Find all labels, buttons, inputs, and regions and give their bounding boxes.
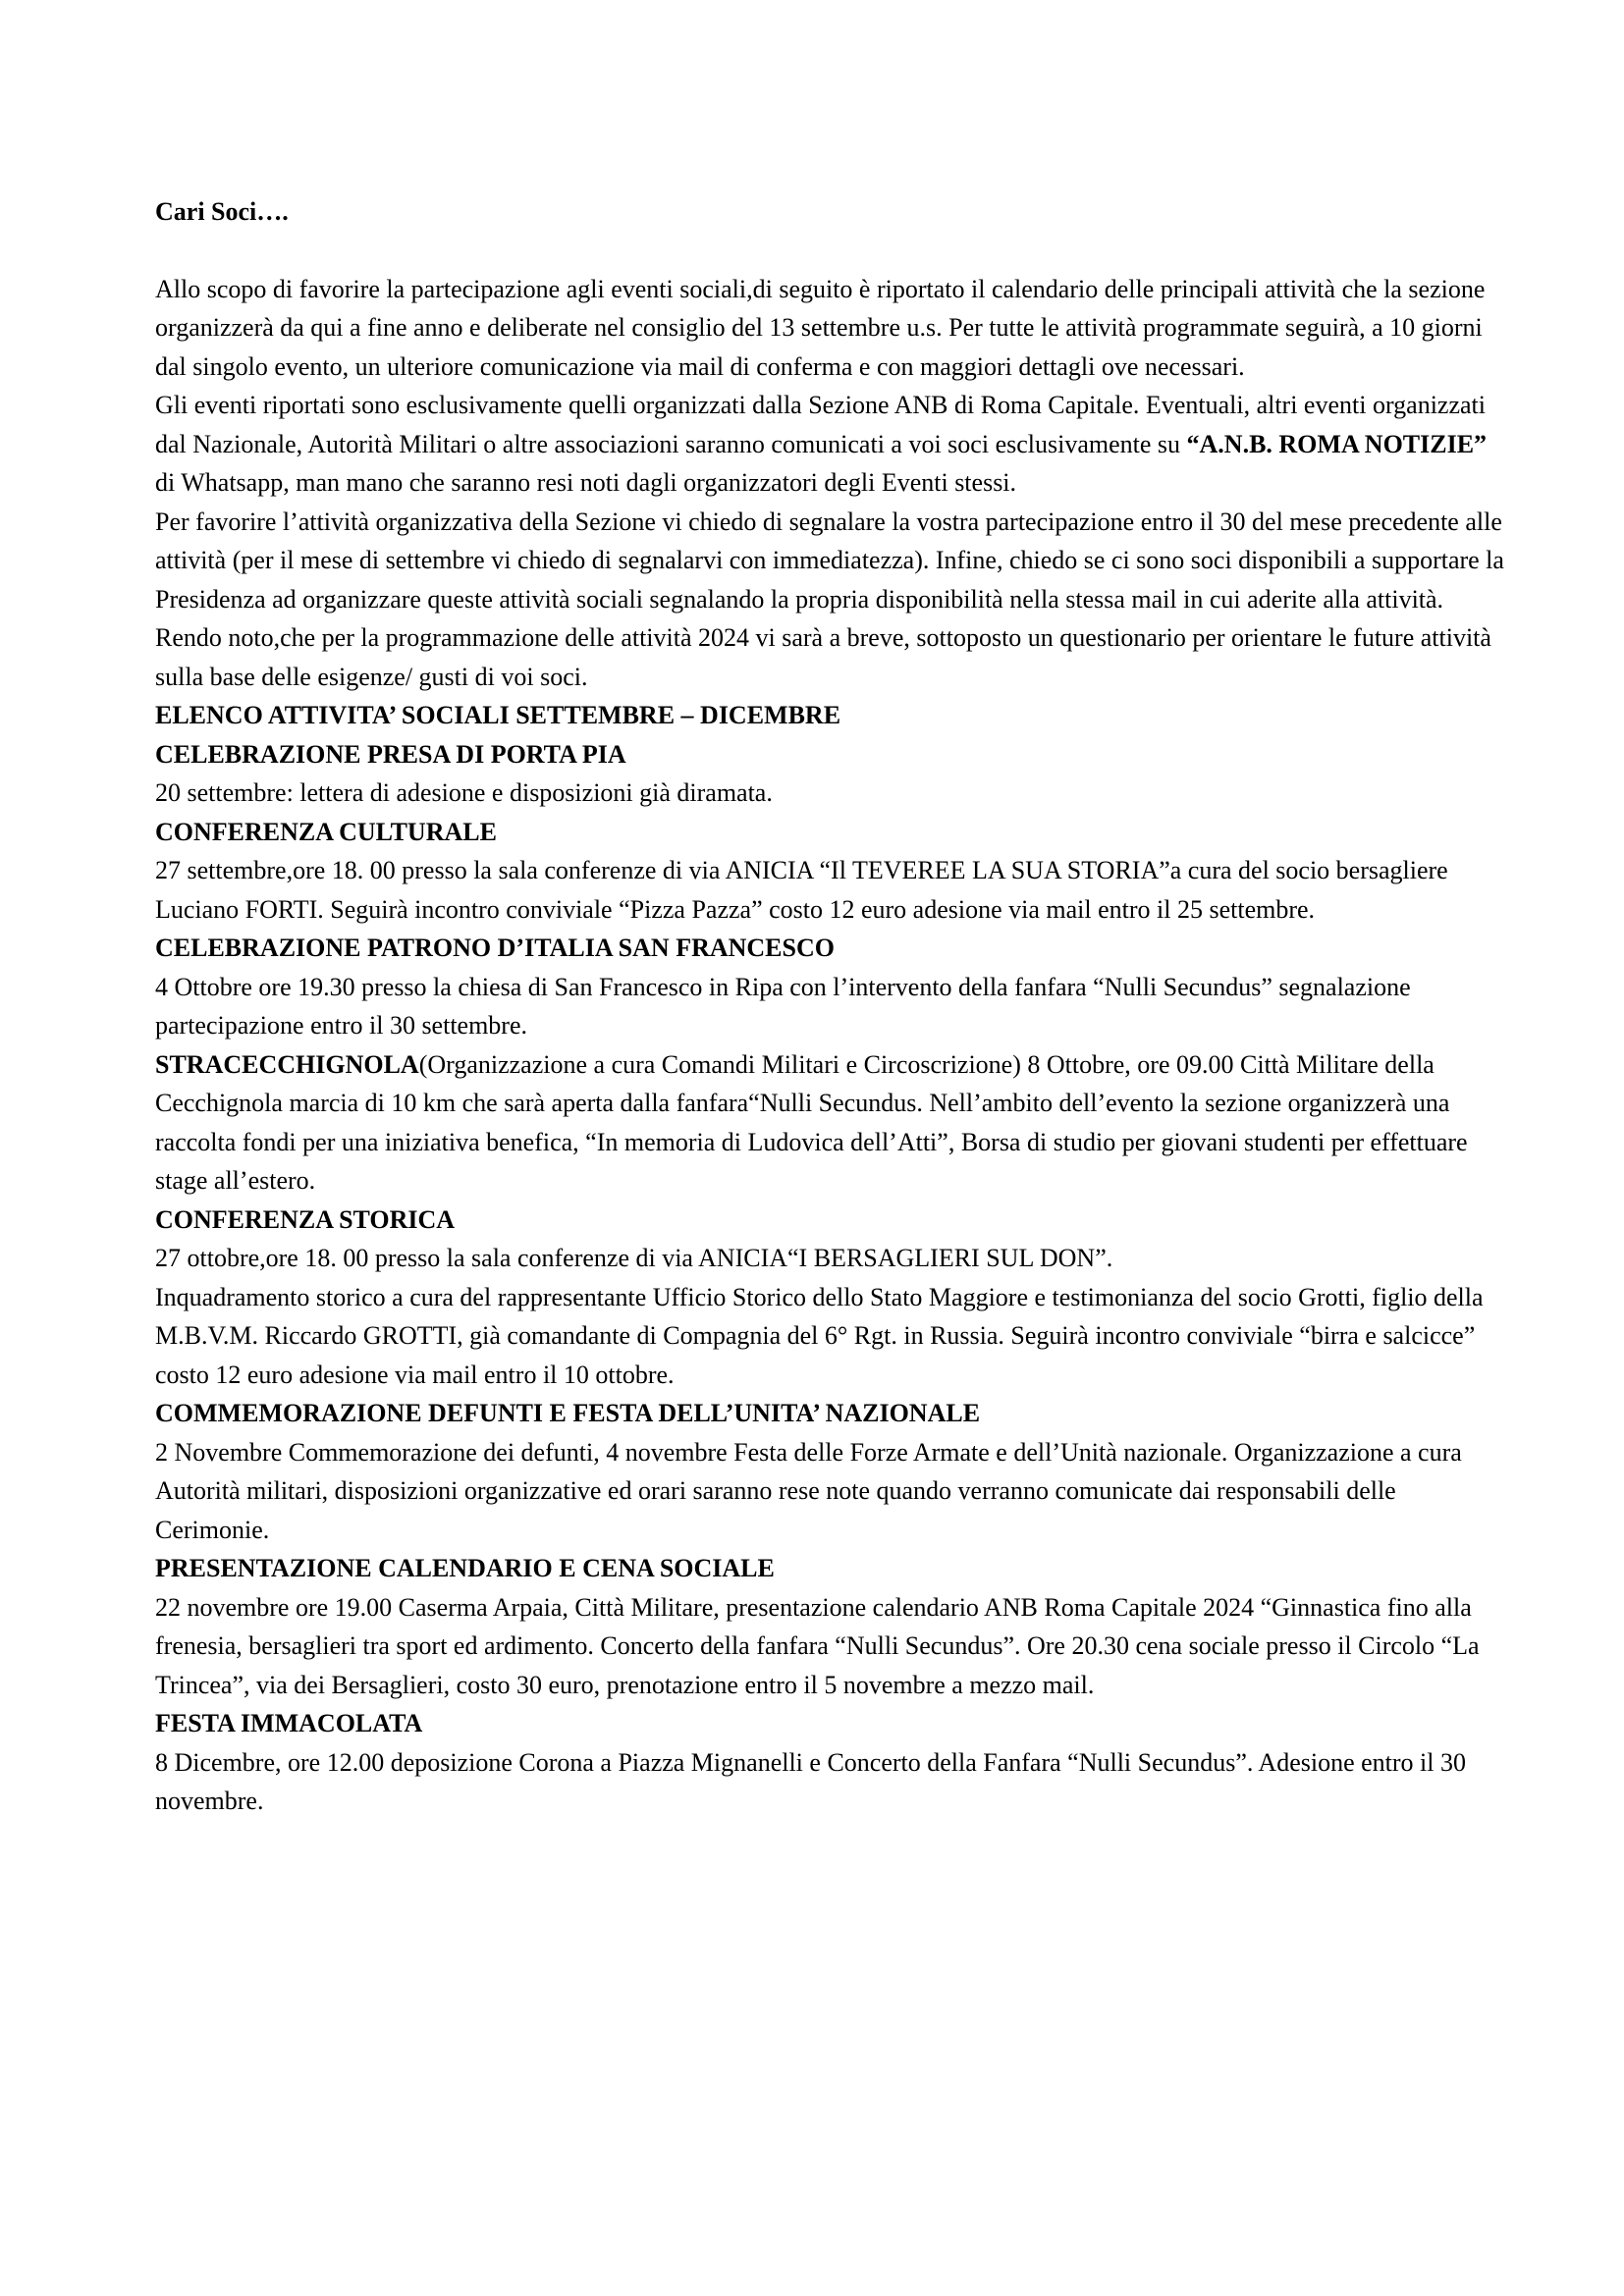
event-text-conferenza-storica-2: Inquadramento storico a cura del rappresentante Ufficio Storico dello Stato Maggiore e testimonianza del socio Grotti, figlio della M.B.V.M. Riccardo GROTTI, già comandante di Compagnia del 6° Rgt. in Russia. Seguirà incontro conviviale “birra e salcicce” costo 12 euro adesione via mail entro il 10 ottobre. [155,1282,1484,1389]
document-page [155,192,1510,1821]
event-title-defunti: COMMEMORAZIONE DEFUNTI E FESTA DELL’UNITA’ NAZIONALE [155,1399,981,1427]
event-text-calendario: 22 novembre ore 19.00 Caserma Arpaia, Città Militare, presentazione calendario ANB Roma Capitale 2024 “Ginnastica fino alla frenesia, bersaglieri tra sport ed ardimento. Concerto della fanfara “Nulli Secundus”. Ore 20.30 cena sociale presso il Circolo “La Trincea”, via dei Bersaglieri, costo 30 euro, prenotazione entro il 5 novembre a mezzo mail. [155,1592,1480,1699]
event-title-stracecchignola: STRACECCHIGNOLA [155,1049,419,1079]
event-text-conferenza-culturale: 27 settembre,ore 18. 00 presso la sala conferenze di via ANICIA “Il TEVEREE LA SUA STORIA”a cura del socio bersagliere Luciano FORTI. Seguirà incontro conviviale “Pizza Pazza” costo 12 euro adesione via mail entro il 25 settembre. [155,856,1448,924]
event-title-conferenza-storica: CONFERENZA STORICA [155,1204,456,1234]
event-text-immacolata: 8 Dicembre, ore 12.00 deposizione Corona a Piazza Mignanelli e Concerto della Fanfara “Nulli Secundus”. Adesione entro il 30 novembre. [155,1747,1466,1815]
intro-paragraph-2-end: di Whatsapp, man mano che saranno resi noti dagli organizzatori degli Eventi stessi. [155,468,1017,497]
intro-paragraph-3: Per favorire l’attività organizzativa della Sezione vi chiedo di segnalare la vostra partecipazione entro il 30 del mese precedente alle attività (per il mese di settembre vi chiedo di segnalarvi con immediatezza). Infine, chiedo se ci sono soci disponibili a supportare la Presidenza ad organizzare queste attività sociali segnalando la propria disponibilità nella stessa mail in cui aderite alla attività. [155,507,1504,614]
event-title-porta-pia: CELEBRAZIONE PRESA DI PORTA PIA [155,739,626,769]
intro-paragraph-2 [155,386,1510,503]
event-text-defunti: 2 Novembre Commemorazione dei defunti, 4 novembre Festa delle Forze Armate e dell’Unità nazionale. Organizzazione a cura Autorità militari, disposizioni organizzative ed orari saranno rese note quando verranno comunicate dai responsabili delle Cerimonie. [155,1437,1462,1544]
event-title-san-francesco: CELEBRAZIONE PATRONO D’ITALIA SAN FRANCESCO [155,934,835,962]
intro-paragraph-2-start: Gli eventi riportati sono esclusivamente quelli organizzati dalla Sezione ANB di Roma Capitale. Eventuali, altri eventi organizzati dal Nazionale, Autorità Militari o altre associazioni saranno comunicati a voi soci esclusivamente su [155,391,1486,458]
event-text-porta-pia: 20 settembre: lettera di adesione e disposizioni già diramata. [155,778,773,807]
event-text-san-francesco: 4 Ottobre ore 19.30 presso la chiesa di San Francesco in Ripa con l’intervento della fanfara “Nulli Secundus” segnalazione partecipazione entro il 30 settembre. [155,972,1411,1040]
greeting: Cari Soci…. [155,197,289,226]
event-title-immacolata: FESTA IMMACOLATA [155,1709,423,1737]
event-title-conferenza-culturale: CONFERENZA CULTURALE [155,817,497,846]
whatsapp-group-name: “A.N.B. ROMA NOTIZIE” [1186,429,1488,458]
event-text-conferenza-storica-1: 27 ottobre,ore 18. 00 presso la sala conferenze di via ANICIA“I BERSAGLIERI SUL DON”. [155,1244,1113,1272]
intro-paragraph-4: Rendo noto,che per la programmazione delle attività 2024 vi sarà a breve, sottoposto un questionario per orientare le future attività sulla base delle esigenze/ gusti di voi soci. [155,623,1491,691]
event-text-stracecchignola: (Organizzazione a cura Comandi Militari e Circoscrizione) 8 Ottobre, ore 09.00 Città Militare della Cecchignola marcia di 10 km che sarà aperta dalla fanfara“Nulli Secundus. Nell’ambito dell’evento la sezione organizzerà una raccolta fondi per una iniziativa benefica, “In memoria di Ludovica dell’Atti”, Borsa di studio per giovani studenti per effettuare stage all’estero. [155,1049,1468,1195]
intro-paragraph-1: Allo scopo di favorire la partecipazione agli eventi sociali,di seguito è riportato il calendario delle principali attività che la sezione organizzerà da qui a fine anno e deliberate nel consiglio del 13 settembre u.s. Per tutte le attività programmate seguirà, a 10 giorni dal singolo evento, un ulteriore comunicazione via mail di conferma e con maggiori dettagli ove necessari. [155,274,1486,381]
activities-list-title: ELENCO ATTIVITA’ SOCIALI SETTEMBRE – DICEMBRE [155,701,841,729]
event-stracecchignola [155,1045,1510,1201]
event-title-calendario: PRESENTAZIONE CALENDARIO E CENA SOCIALE [155,1554,775,1582]
